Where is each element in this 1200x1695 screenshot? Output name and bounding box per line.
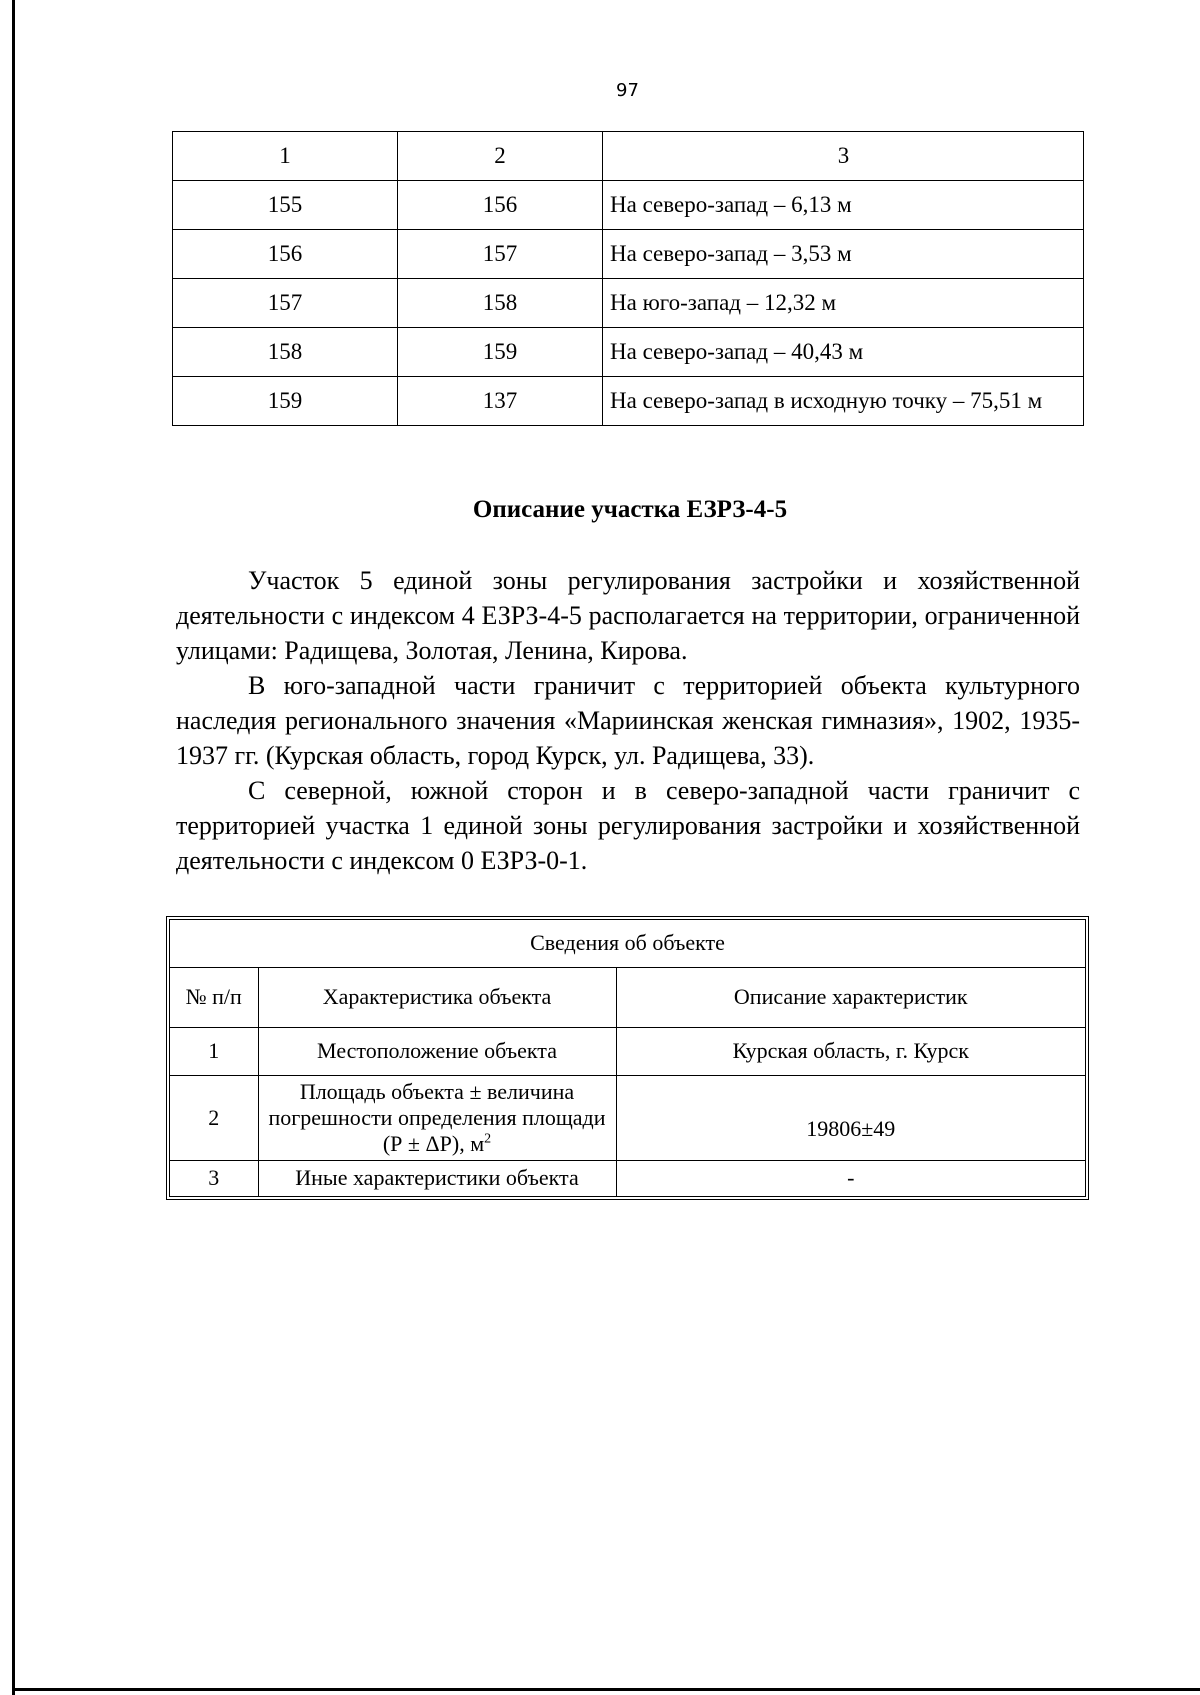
table-row (173, 279, 1084, 328)
info-characteristic-cell (258, 1075, 616, 1160)
route-table (172, 131, 1084, 426)
section-body (176, 563, 1080, 878)
object-info-table (170, 920, 1085, 1196)
route-description: На северо-запад – 6,13 м (603, 181, 1084, 230)
table-row (170, 1027, 1085, 1075)
info-header-row (170, 967, 1085, 1027)
info-caption: Сведения об объекте (170, 920, 1085, 967)
route-header-col3: 3 (603, 132, 1084, 181)
info-characteristic: Площадь объекта ± величина погрешности определения площади (Р ± ΔР), м (268, 1078, 606, 1156)
info-caption-row (170, 920, 1085, 967)
info-value: Курская область, г. Курск (616, 1027, 1085, 1075)
info-characteristic: Местоположение объекта (258, 1027, 616, 1075)
info-num: 3 (170, 1160, 258, 1196)
route-header-col2: 2 (398, 132, 603, 181)
page-number: 97 (616, 80, 639, 101)
table-row (173, 377, 1084, 426)
route-to: 159 (398, 328, 603, 377)
info-num: 1 (170, 1027, 258, 1075)
info-characteristic: Иные характеристики объекта (258, 1160, 616, 1196)
route-description: На северо-запад – 3,53 м (603, 230, 1084, 279)
info-num: 2 (170, 1075, 258, 1160)
table-row (170, 1160, 1085, 1196)
table-row (173, 181, 1084, 230)
route-table-header (173, 132, 1084, 181)
section-title: Описание участка ЕЗРЗ-4-5 (472, 496, 788, 523)
paragraph: Участок 5 единой зоны регулирования застройки и хозяйственной деятельности с индексом 4 ЕЗРЗ-4-5 располагается на территории, ограниченной улицами: Радищева, Золотая, Ленина, Кирова. (176, 566, 1080, 665)
route-from: 157 (173, 279, 398, 328)
info-value: - (616, 1160, 1085, 1196)
table-row (173, 328, 1084, 377)
route-to: 158 (398, 279, 603, 328)
info-value: 19806±49 (616, 1075, 1085, 1160)
paragraph: В юго-западной части граничит с территорией объекта культурного наследия регионального значения «Мариинская женская гимназия», 1902, 1935-1937 гг. (Курская область, город Курск, ул. Радищева, 33). (176, 671, 1080, 770)
route-from: 155 (173, 181, 398, 230)
route-description: На юго-запад – 12,32 м (603, 279, 1084, 328)
route-to: 156 (398, 181, 603, 230)
route-description: На северо-запад – 40,43 м (603, 328, 1084, 377)
info-characteristic-superscript: 2 (484, 1131, 492, 1147)
object-info-table-frame (166, 916, 1089, 1200)
info-header-characteristic: Характеристика объекта (258, 967, 616, 1027)
paragraph: С северной, южной сторон и в северо-западной части граничит с территорией участка 1 единой зоны регулирования застройки и хозяйственной деятельности с индексом 0 ЕЗРЗ-0-1. (176, 776, 1080, 875)
info-header-description: Описание характеристик (616, 967, 1085, 1027)
table-row (170, 1075, 1085, 1160)
route-to: 137 (398, 377, 603, 426)
route-from: 158 (173, 328, 398, 377)
route-description: На северо-запад в исходную точку – 75,51 м (603, 377, 1084, 426)
table-row (173, 230, 1084, 279)
route-from: 156 (173, 230, 398, 279)
info-header-num: № п/п (170, 967, 258, 1027)
page-frame-bottom (12, 1688, 1200, 1691)
route-from: 159 (173, 377, 398, 426)
route-to: 157 (398, 230, 603, 279)
route-header-col1: 1 (173, 132, 398, 181)
page-frame-left (12, 0, 15, 1695)
